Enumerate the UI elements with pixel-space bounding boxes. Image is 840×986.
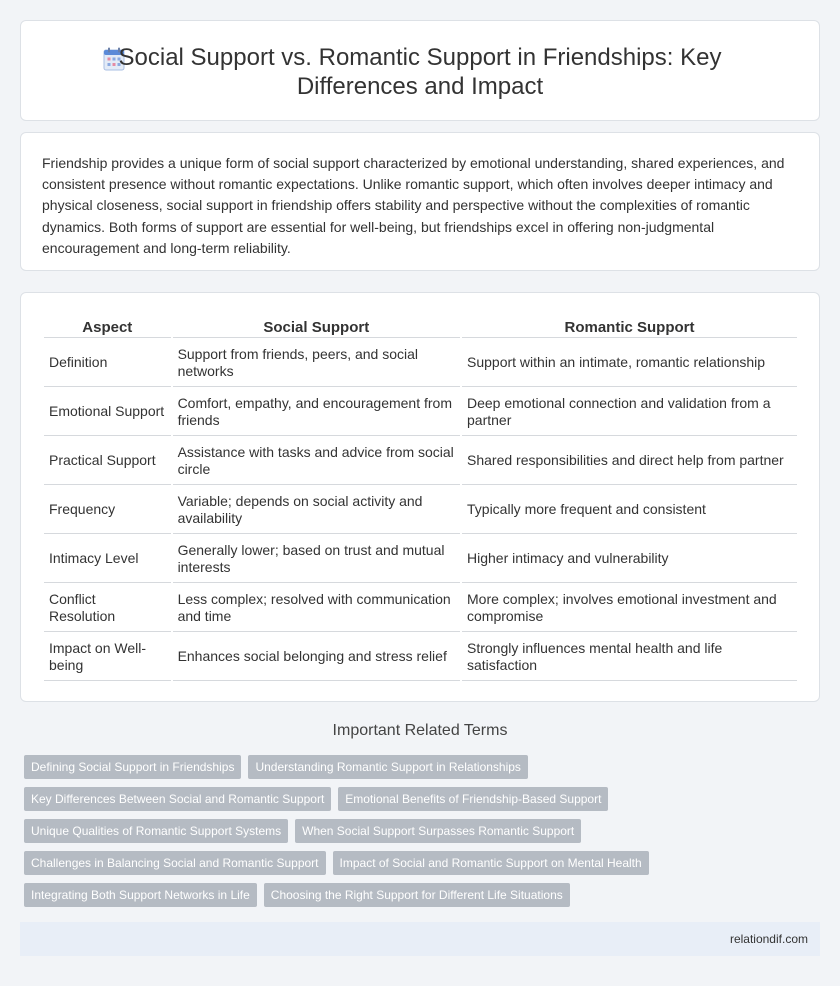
tag-row bbox=[24, 883, 824, 907]
table-row bbox=[44, 389, 797, 436]
footer bbox=[20, 922, 820, 956]
social-cell: Support from friends, peers, and social networks bbox=[173, 340, 460, 387]
column-header-social: Social Support bbox=[173, 316, 460, 338]
related-term-tag[interactable]: Emotional Benefits of Friendship-Based Support bbox=[338, 787, 608, 811]
related-term-tag[interactable]: Unique Qualities of Romantic Support Systems bbox=[24, 819, 288, 843]
related-term-tag[interactable]: Impact of Social and Romantic Support on Mental Health bbox=[333, 851, 649, 875]
related-term-tag[interactable]: Integrating Both Support Networks in Life bbox=[24, 883, 257, 907]
aspect-cell: Conflict Resolution bbox=[44, 585, 171, 632]
aspect-cell: Definition bbox=[44, 340, 171, 387]
romantic-cell: Higher intimacy and vulnerability bbox=[462, 536, 797, 583]
social-cell: Comfort, empathy, and encouragement from friends bbox=[173, 389, 460, 436]
tag-row bbox=[24, 787, 824, 811]
aspect-cell: Emotional Support bbox=[44, 389, 171, 436]
social-cell: Generally lower; based on trust and mutual interests bbox=[173, 536, 460, 583]
table-row bbox=[44, 340, 797, 387]
related-term-tag[interactable]: Choosing the Right Support for Different Life Situations bbox=[264, 883, 570, 907]
romantic-cell: More complex; involves emotional investment and compromise bbox=[462, 585, 797, 632]
table-row bbox=[44, 487, 797, 534]
related-terms-heading: Important Related Terms bbox=[332, 722, 508, 739]
intro-card bbox=[20, 132, 820, 271]
related-term-tag[interactable]: Understanding Romantic Support in Relationships bbox=[248, 755, 527, 779]
aspect-cell: Practical Support bbox=[44, 438, 171, 485]
page-title: Social Support vs. Romantic Support in Friendships: Key Differences and Impact bbox=[118, 44, 722, 100]
romantic-cell: Strongly influences mental health and life satisfaction bbox=[462, 634, 797, 681]
title-card bbox=[20, 20, 820, 121]
aspect-cell: Impact on Well-being bbox=[44, 634, 171, 681]
social-cell: Less complex; resolved with communication and time bbox=[173, 585, 460, 632]
related-term-tag[interactable]: Key Differences Between Social and Romantic Support bbox=[24, 787, 331, 811]
column-header-romantic: Romantic Support bbox=[462, 316, 797, 338]
romantic-cell: Deep emotional connection and validation from a partner bbox=[462, 389, 797, 436]
table-row bbox=[44, 438, 797, 485]
romantic-cell: Typically more frequent and consistent bbox=[462, 487, 797, 534]
tag-row bbox=[24, 819, 824, 843]
column-header-aspect: Aspect bbox=[44, 316, 171, 338]
comparison-table-card bbox=[20, 292, 820, 702]
comparison-table bbox=[42, 314, 799, 683]
tag-row bbox=[24, 851, 824, 875]
social-cell: Enhances social belonging and stress relief bbox=[173, 634, 460, 681]
romantic-cell: Support within an intimate, romantic relationship bbox=[462, 340, 797, 387]
table-row bbox=[44, 585, 797, 632]
aspect-cell: Intimacy Level bbox=[44, 536, 171, 583]
social-cell: Assistance with tasks and advice from social circle bbox=[173, 438, 460, 485]
romantic-cell: Shared responsibilities and direct help from partner bbox=[462, 438, 797, 485]
tag-row bbox=[24, 755, 824, 779]
table-header-row bbox=[44, 316, 797, 338]
related-term-tag[interactable]: Challenges in Balancing Social and Romantic Support bbox=[24, 851, 326, 875]
aspect-cell: Frequency bbox=[44, 487, 171, 534]
related-terms-list bbox=[24, 755, 824, 915]
social-cell: Variable; depends on social activity and availability bbox=[173, 487, 460, 534]
site-domain: relationdif.com bbox=[729, 932, 808, 946]
intro-paragraph: Friendship provides a unique form of social support characterized by emotional understanding, shared experiences, and consistent presence without romantic expectations. Unlike romantic support, which often involves deeper intimacy and physical closeness, social support in friendship offers stability and perspective without the complexities of romantic dynamics. Both forms of support are essential for well-being, but friendships excel in offering non-judgmental encouragement and long-term reliability. bbox=[42, 155, 785, 256]
related-term-tag[interactable]: When Social Support Surpasses Romantic Support bbox=[295, 819, 581, 843]
related-term-tag[interactable]: Defining Social Support in Friendships bbox=[24, 755, 241, 779]
table-row bbox=[44, 634, 797, 681]
table-row bbox=[44, 536, 797, 583]
